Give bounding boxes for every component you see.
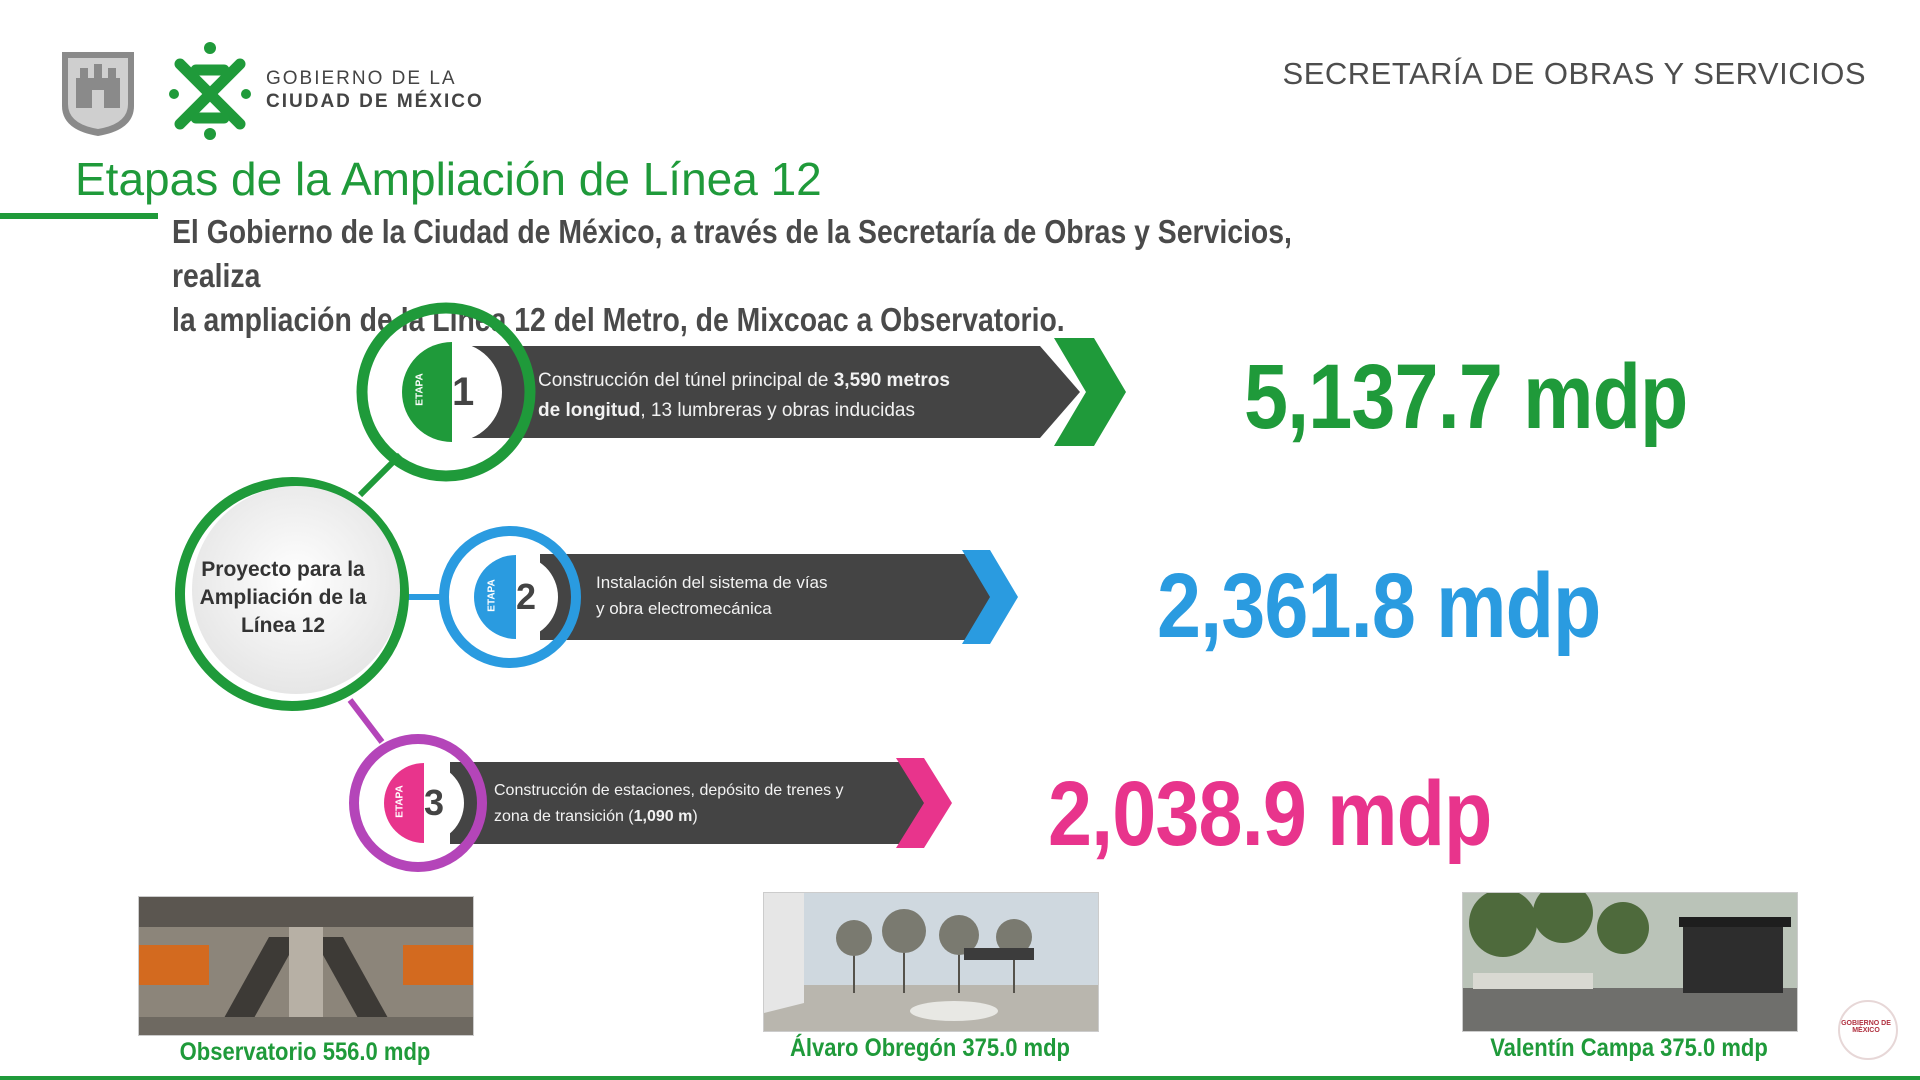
stage2-description [596, 570, 956, 622]
project-label-line2: Ampliación de la [199, 586, 367, 609]
stage2-tag: ETAPA [486, 579, 498, 612]
logo-text-line1: GOBIERNO DE LA [266, 68, 457, 89]
stage1-desc-a: Construcción del túnel principal de [538, 370, 834, 391]
valentin-campa-station-image [1462, 892, 1798, 1032]
project-label-line1: Proyecto para la [201, 558, 365, 581]
alvaro-obregon-caption: Álvaro Obregón 375.0 mdp [790, 1034, 1070, 1062]
stage3-amount: 2,038.9 mdp [1048, 763, 1492, 865]
stage1-description [538, 366, 1058, 426]
stage3-number: 3 [424, 782, 445, 823]
valentin-campa-caption: Valentín Campa 375.0 mdp [1490, 1034, 1768, 1062]
stage3-tag: ETAPA [394, 785, 406, 818]
stage3-desc-line1: Construcción de estaciones, depósito de trenes y [494, 782, 844, 799]
stage2-number: 2 [516, 576, 537, 617]
stage1-number: 1 [452, 370, 475, 414]
stage1-desc-c: de longitud [538, 400, 641, 421]
seal-text: GOBIERNO DE MÉXICO [1841, 1020, 1891, 1034]
project-label [188, 556, 378, 640]
stage2-amount: 2,361.8 mdp [1157, 555, 1601, 657]
stage1-desc-b: 3,590 metros [833, 370, 950, 391]
bottom-rule [0, 1076, 1920, 1080]
observatorio-station-image [138, 896, 474, 1036]
page-title: Etapas de la Ampliación de Línea 12 [75, 153, 822, 205]
stage3-desc-line2a: zona de transición ( [494, 808, 634, 825]
stage2-desc-line1: Instalación del sistema de vías [596, 573, 828, 592]
stage3-desc-line2c: ) [692, 808, 698, 825]
project-label-line3: Línea 12 [240, 614, 326, 637]
stage2-desc-line2: y obra electromecánica [596, 599, 772, 618]
connector-stage3 [350, 700, 382, 742]
stage1-tag: ETAPA [414, 373, 426, 406]
stage3-desc-line2b: 1,090 m [633, 808, 693, 825]
observatorio-caption: Observatorio 556.0 mdp [179, 1038, 431, 1066]
stage1-amount: 5,137.7 mdp [1244, 346, 1688, 448]
stage3-description [494, 778, 914, 830]
secretaria-label: SECRETARÍA DE OBRAS Y SERVICIOS [1282, 56, 1866, 91]
stage1-desc-d: , 13 lumbreras y obras inducidas [640, 400, 915, 421]
alvaro-obregon-station-image [763, 892, 1099, 1032]
subtitle-line2: la ampliación de la Línea 12 del Metro, de Mixcoac a Observatorio. [172, 301, 1065, 338]
subtitle-line1: El Gobierno de la Ciudad de México, a través de la Secretaría de Obras y Servicios, realiza [172, 213, 1292, 294]
logo-text-line2: CIUDAD DE MÉXICO [266, 91, 484, 112]
